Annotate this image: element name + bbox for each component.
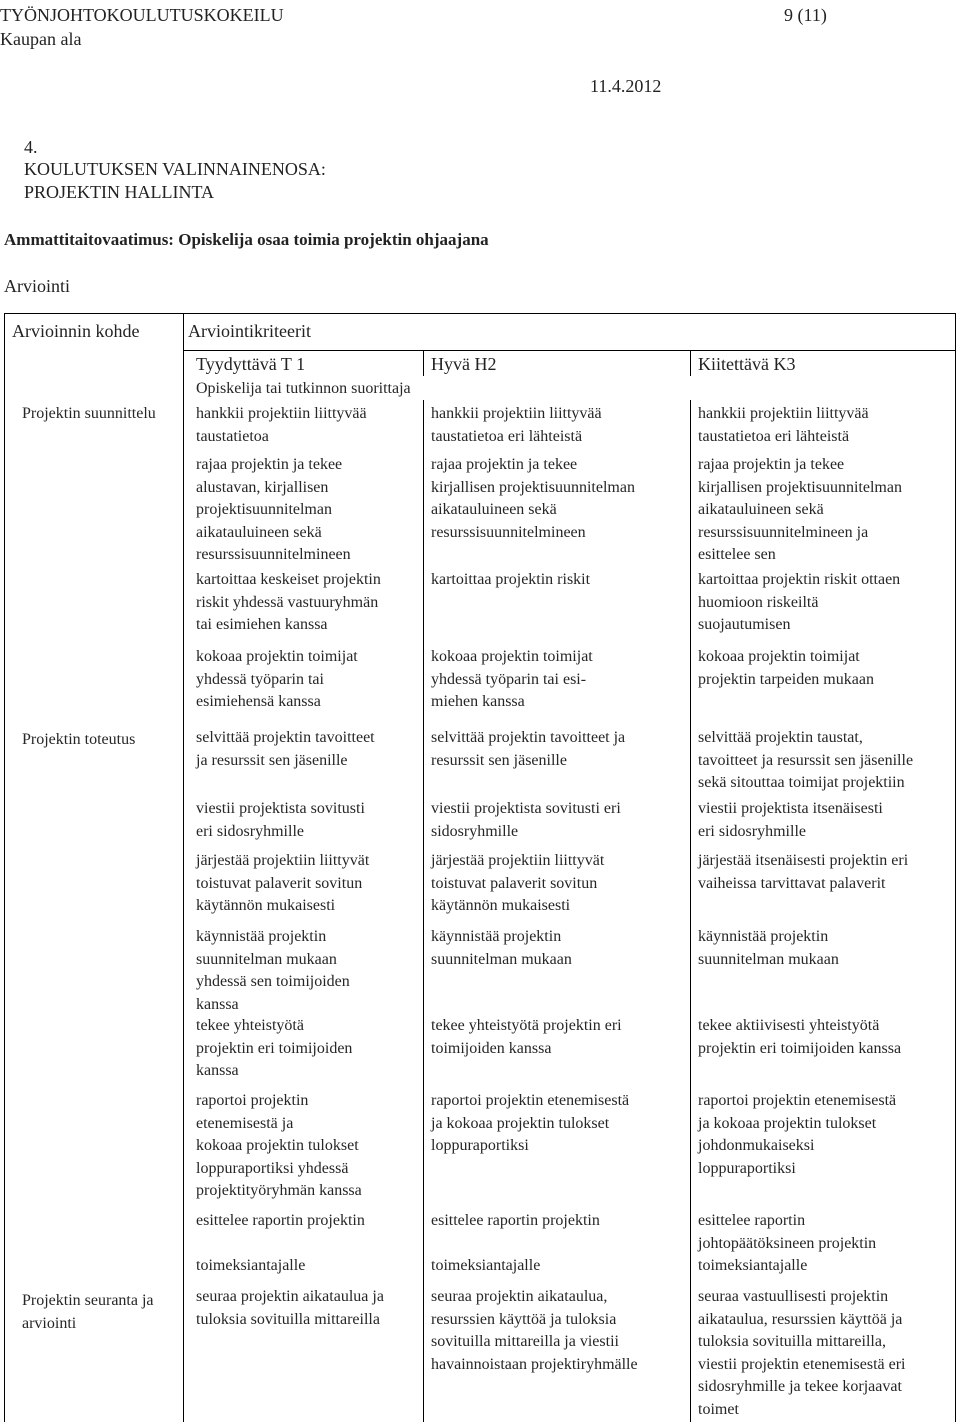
- levels-top-border: [183, 350, 955, 351]
- k3-criterion: seuraa vastuullisesti projektin aikataulua, resurssien käyttöä ja tuloksia sovituilla mittareilla, viestii projektin etenemisestä eri sidosryhmille ja tekee korjaavat toimet: [698, 1288, 906, 1418]
- k3-criterion: selvittää projektin taustat, tavoitteet ja resurssit sen jäsenille sekä sitouttaa toimijat projektiin: [698, 729, 914, 791]
- t1-criterion: rajaa projektin ja tekee alustavan, kirjallisen projektisuunnitelman aikatauluineen sekä resurssisuunnitelmineen: [196, 456, 351, 563]
- k3-criterion: esittelee raportin johtopäätöksineen projektin toimeksiantajalle: [698, 1212, 877, 1274]
- table-column-divider-2a: [423, 350, 424, 376]
- target-monitoring: Projektin seuranta ja arviointi: [22, 1292, 154, 1332]
- k3-criterion: raportoi projektin etenemisestä ja kokoaa projektin tulokset johdonmukaiseksi loppuraportiksi: [698, 1092, 897, 1177]
- school-name: TYÖNJOHTOKOULUTUSKOKEILU: [0, 5, 284, 25]
- t1-criterion: selvittää projektin tavoitteet ja resurssit sen jäsenille: [196, 729, 375, 769]
- target-execution: Projektin toteutus: [22, 731, 136, 748]
- t1-criterion: viestii projektista sovitusti eri sidosryhmille: [196, 800, 365, 840]
- section-number: 4.: [24, 137, 38, 157]
- t1-criterion: käynnistää projektin suunnitelman mukaan yhdessä sen toimijoiden kanssa: [196, 928, 350, 1013]
- k3-criterion: rajaa projektin ja tekee kirjallisen projektisuunnitelman aikatauluineen sekä resurssisuunnitelmineen ja esittelee sen: [698, 456, 902, 563]
- h2-criterion: selvittää projektin tavoitteet ja resurssit sen jäsenille: [431, 729, 626, 769]
- k3-criterion: hankkii projektiin liittyvää taustatietoa eri lähteistä: [698, 405, 869, 445]
- section-subtitle: PROJEKTIN HALLINTA: [24, 182, 215, 202]
- subject-row-label: Opiskelija tai tutkinnon suorittaja: [196, 380, 411, 397]
- t1-criterion: hankkii projektiin liittyvää taustatietoa: [196, 405, 367, 445]
- table-column-divider-1: [183, 313, 184, 1422]
- k3-criterion: tekee aktiivisesti yhteistyötä projektin eri toimijoiden kanssa: [698, 1017, 902, 1057]
- competence-requirement: Ammattitaitovaatimus: Opiskelija osaa toimia projektin ohjaajana: [4, 230, 489, 249]
- t1-criterion: järjestää projektiin liittyvät toistuvat palaverit sovitun käytännön mukaisesti: [196, 852, 370, 914]
- target-column-header: Arvioinnin kohde: [12, 321, 140, 341]
- table-column-divider-3a: [690, 350, 691, 376]
- h2-criterion: kokoaa projektin toimijat yhdessä työparin tai esi- miehen kanssa: [431, 648, 593, 710]
- page-number: 9 (11): [784, 5, 827, 25]
- h2-criterion: viestii projektista sovitusti eri sidosryhmille: [431, 800, 621, 840]
- h2-criterion: käynnistää projektin suunnitelman mukaan: [431, 928, 572, 968]
- t1-criterion: kartoittaa keskeiset projektin riskit yhdessä vastuuryhmän tai esimiehen kanssa: [196, 571, 381, 633]
- document-date: 11.4.2012: [590, 76, 662, 96]
- h2-criterion: raportoi projektin etenemisestä ja kokoaa projektin tulokset loppuraportiksi: [431, 1092, 630, 1154]
- t1-criterion: seuraa projektin aikataulua ja tuloksia sovituilla mittareilla: [196, 1288, 384, 1328]
- h2-criterion: kartoittaa projektin riskit: [431, 571, 591, 588]
- t1-criterion: esittelee raportin projektin toimeksiantajalle: [196, 1212, 365, 1274]
- level-good: Hyvä H2: [431, 354, 497, 374]
- table-right-border: [955, 313, 956, 1422]
- section-title: KOULUTUKSEN VALINNAINENOSA:: [24, 159, 326, 179]
- table-top-border: [4, 313, 956, 314]
- k3-criterion: järjestää itsenäisesti projektin eri vaiheissa tarvittavat palaverit: [698, 852, 909, 892]
- criteria-column-header: Arviointikriteerit: [188, 321, 311, 341]
- k3-criterion: kokoaa projektin toimijat projektin tarpeiden mukaan: [698, 648, 874, 688]
- sector-name: Kaupan ala: [0, 29, 82, 49]
- h2-criterion: esittelee raportin projektin toimeksiantajalle: [431, 1212, 600, 1274]
- level-satisfactory: Tyydyttävä T 1: [196, 354, 306, 374]
- assessment-heading: Arviointi: [4, 276, 70, 296]
- t1-criterion: raportoi projektin etenemisestä ja kokoaa projektin tulokset loppuraportiksi yhdessä projektityöryhmän kanssa: [196, 1092, 362, 1199]
- h2-criterion: järjestää projektiin liittyvät toistuvat palaverit sovitun käytännön mukaisesti: [431, 852, 605, 914]
- h2-criterion: rajaa projektin ja tekee kirjallisen projektisuunnitelman aikatauluineen sekä resurssisuunnitelmineen: [431, 456, 635, 541]
- k3-criterion: käynnistää projektin suunnitelman mukaan: [698, 928, 839, 968]
- table-column-divider-2b: [423, 400, 424, 1422]
- k3-criterion: viestii projektista itsenäisesti eri sidosryhmille: [698, 800, 883, 840]
- k3-criterion: kartoittaa projektin riskit ottaen huomioon riskeiltä suojautumisen: [698, 571, 901, 633]
- t1-criterion: kokoaa projektin toimijat yhdessä työparin tai esimiehensä kanssa: [196, 648, 358, 710]
- level-excellent: Kiitettävä K3: [698, 354, 796, 374]
- h2-criterion: seuraa projektin aikataulua, resurssien käyttöä ja tuloksia sovituilla mittareilla ja viestii havainnoistaan projektiryhmälle: [431, 1288, 638, 1373]
- table-column-divider-3b: [690, 400, 691, 1422]
- h2-criterion: tekee yhteistyötä projektin eri toimijoiden kanssa: [431, 1017, 622, 1057]
- t1-criterion: tekee yhteistyötä projektin eri toimijoiden kanssa: [196, 1017, 353, 1079]
- table-left-border: [4, 313, 5, 1422]
- target-planning: Projektin suunnittelu: [22, 405, 156, 422]
- h2-criterion: hankkii projektiin liittyvää taustatietoa eri lähteistä: [431, 405, 602, 445]
